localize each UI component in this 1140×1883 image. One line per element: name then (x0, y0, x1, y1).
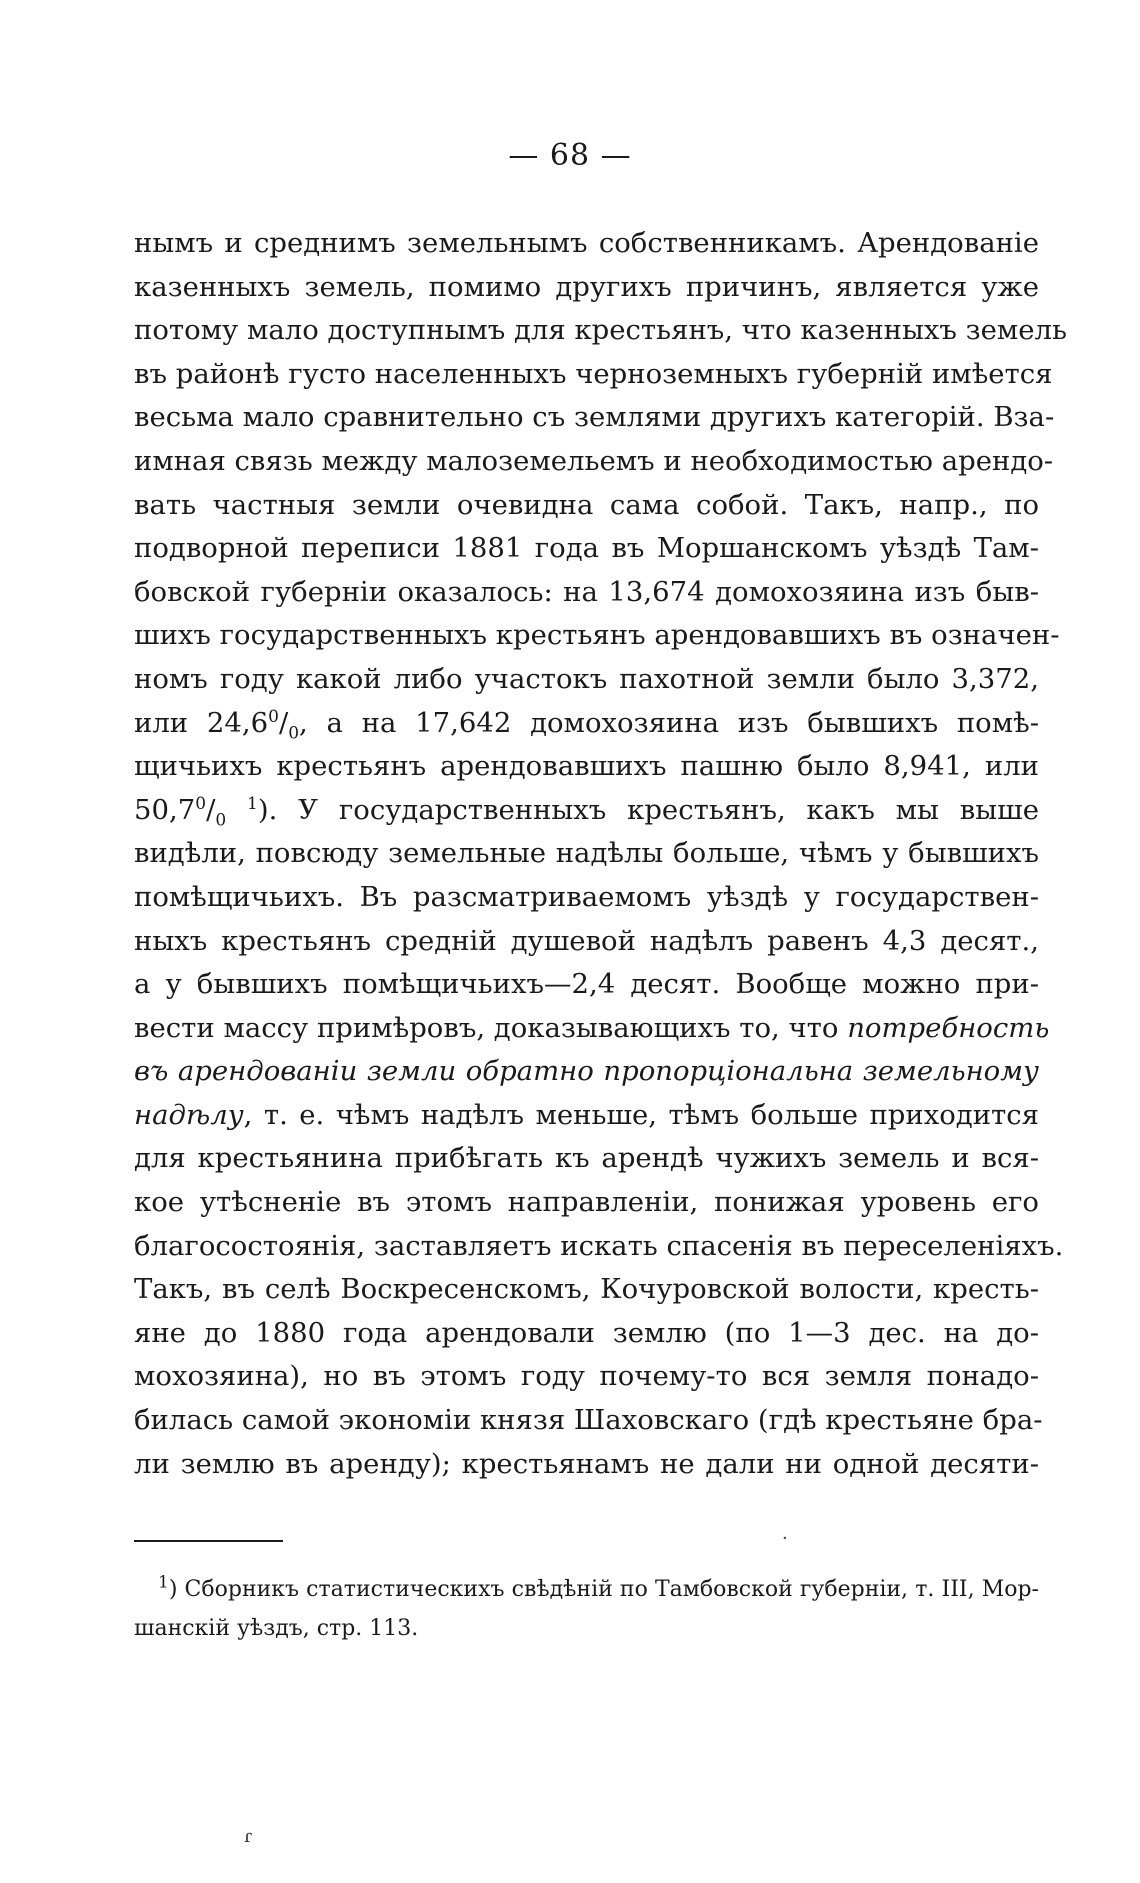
line-segment: или 24,6 (134, 706, 269, 739)
main-text (134, 222, 1067, 1486)
text-line: $50,7^0/_0$ $^1$). У государственныхъ крестьянъ, какъ мы выше (134, 793, 1040, 831)
text-line: или $24,6^0/_0$, а на 17,642 домохозяина изъ бывшихъ помѣ- (134, 706, 1039, 744)
footnote (134, 1570, 1039, 1648)
text-line: вать частныя земли очевидна сама собой. Такъ, напр., по (134, 488, 1039, 521)
text-line: мохозяина), но въ этомъ году почему-то вся земля понадо- (134, 1360, 1039, 1393)
line-segment: , т. е. чѣмъ надѣлъ меньше, тѣмъ больше приходится (243, 1098, 1039, 1131)
emphasis-text: надѣлу (134, 1098, 244, 1131)
text-line: въ районѣ густо населенныхъ черноземныхъ губерній имѣется (134, 357, 1053, 390)
text-line: а у бывшихъ помѣщичьихъ—2,4 десят. Вообще можно при- (134, 968, 1039, 1001)
line-segment: , а на 17,642 домохозяина изъ бывшихъ помѣ- (299, 706, 1039, 739)
text-line (134, 1007, 1050, 1051)
page-number: — 68 — (508, 138, 632, 173)
text-line: ныхъ крестьянъ средній душевой надѣлъ равенъ 4,3 десят., (134, 924, 1039, 957)
text-line: ли землю въ аренду); крестьянамъ не дали ни одной десяти- (134, 1447, 1039, 1480)
line-segment: 50,7 (134, 793, 196, 826)
footnote-reference: 1 (247, 793, 258, 814)
print-speck: · (782, 1528, 788, 1549)
print-speck: ɾ (244, 1826, 253, 1847)
footnote-divider (134, 1540, 283, 1542)
text-line: яне до 1880 года арендовали землю (по 1—3 дес. на до- (134, 1316, 1039, 1349)
percent-numerator: 0 (195, 793, 207, 814)
footnote-text: ) Сборникъ статистическихъ свѣдѣній по Тамбовской губерніи, т. III, Мор- (168, 1577, 1039, 1602)
text-line: для крестьянина прибѣгать къ арендѣ чужихъ земель и вся- (134, 1142, 1039, 1175)
text-line: нымъ и среднимъ земельнымъ собственникамъ. Арендованіе (134, 227, 1039, 259)
text-line: казенныхъ земель, помимо другихъ причинъ, является уже (134, 270, 1039, 303)
text-line: потому мало доступнымъ для крестьянъ, что казенныхъ земель (134, 314, 1067, 347)
percent-denominator: 0 (215, 810, 227, 831)
footnote-line: шанскій уѣздъ, стр. 113. (134, 1616, 419, 1641)
percent-denominator: 0 (288, 723, 300, 744)
line-segment: ). У государственныхъ крестьянъ, какъ мы выше (257, 793, 1040, 826)
text-line: весьма мало сравнительно съ землями другихъ категорій. Вза- (134, 401, 1055, 434)
footnote-mark: 1 (158, 1572, 169, 1593)
text-line (134, 1094, 1039, 1138)
text-line: подворной переписи 1881 года въ Моршанскомъ уѣздѣ Там- (134, 532, 1039, 565)
text-line: кое утѣсненіе въ этомъ направленіи, понижая уровень его (134, 1186, 1039, 1219)
text-line: имная связь между малоземельемъ и необходимостью арендо- (134, 444, 1054, 477)
text-line: билась самой экономіи князя Шаховскаго (гдѣ крестьяне бра- (134, 1404, 1043, 1437)
text-line: Такъ, въ селѣ Воскресенскомъ, Кочуровской волости, кресть- (134, 1273, 1039, 1306)
text-line: номъ году какой либо участокъ пахотной земли было 3,372, (134, 662, 1039, 695)
line-segment: вести массу примѣровъ, доказывающихъ то, что (134, 1011, 839, 1044)
text-line: щичьихъ крестьянъ арендовавшихъ пашню было 8,941, или (134, 750, 1039, 783)
emphasis-text: потребность (847, 1011, 1050, 1044)
text-line: помѣщичьихъ. Въ разсматриваемомъ уѣздѣ у государствен- (134, 880, 1039, 913)
footnote-line (134, 1570, 1039, 1609)
emphasis-line: въ арендованіи земли обратно пропорціональна земельному (134, 1055, 1039, 1088)
text-line: шихъ государственныхъ крестьянъ арендовавшихъ въ означен- (134, 619, 1060, 652)
text-line: благосостоянія, заставляетъ искать спасенія въ переселеніяхъ. (134, 1229, 1064, 1262)
text-line: бовской губерніи оказалось: на 13,674 домохозяина изъ быв- (134, 575, 1039, 608)
text-line: видѣли, повсюду земельные надѣлы больше, чѣмъ у бывшихъ (134, 837, 1039, 870)
percent-numerator: 0 (268, 706, 279, 727)
